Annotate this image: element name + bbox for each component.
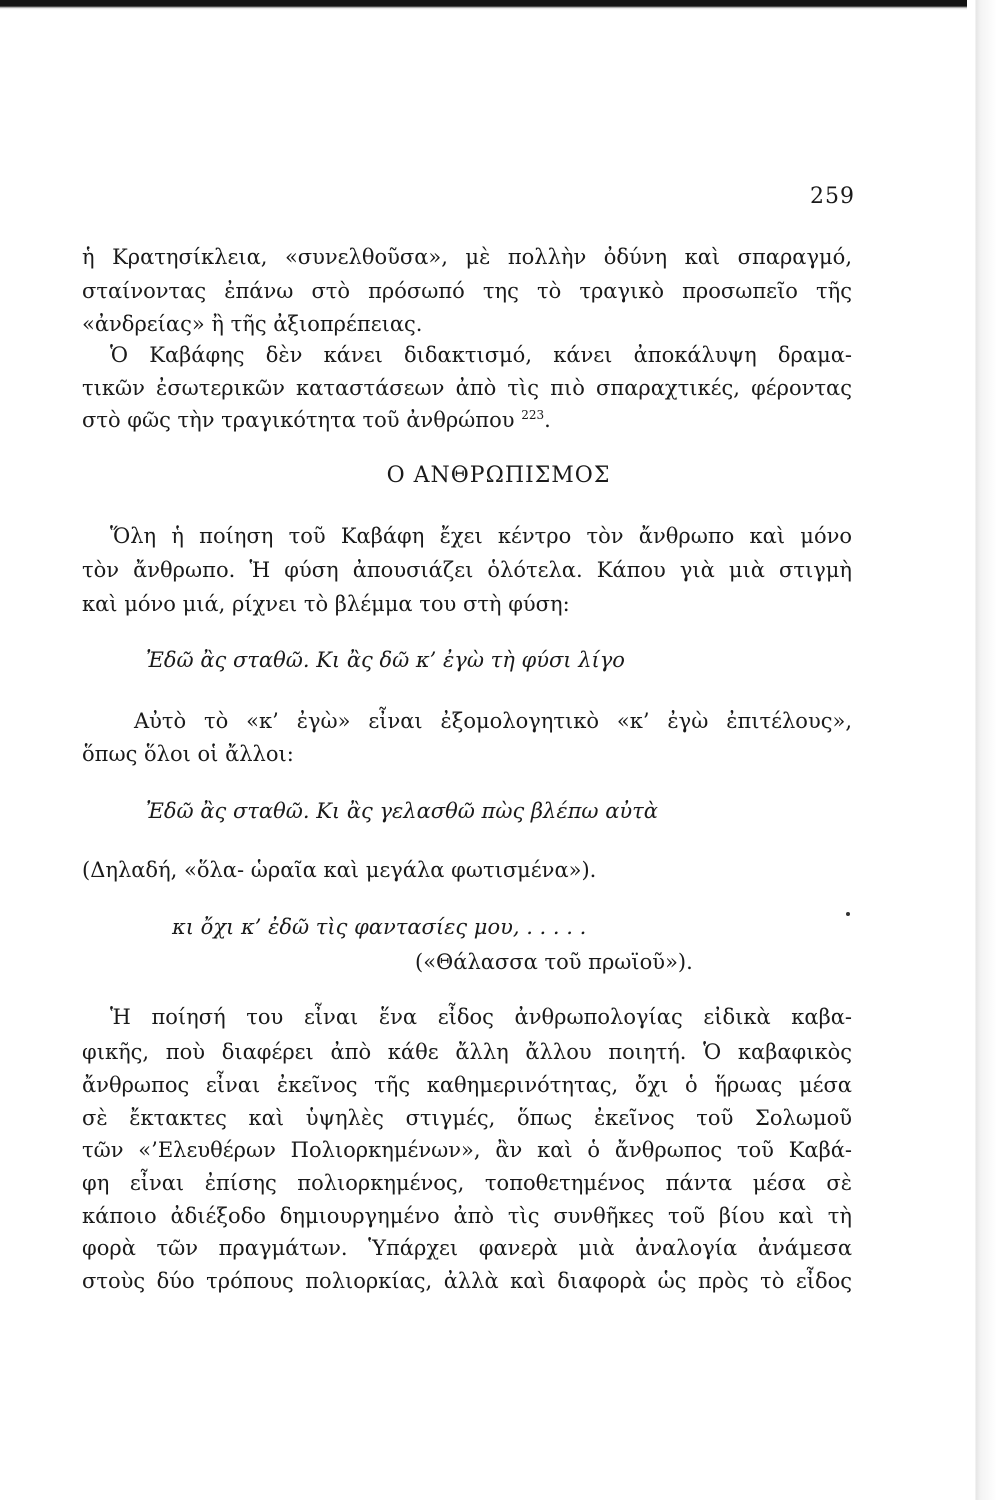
text-line: καὶ μόνο μιά, ρίχνει τὸ βλέμμα του στὴ φύση: bbox=[82, 592, 570, 616]
text-line: ἡ Κρατησίκλεια, «συνελθοῦσα», μὲ πολλὴν ὀδύνη καὶ σπαραγμό, bbox=[82, 245, 852, 269]
text-line: κάποιο ἀδιέξοδο δημιουργημένο ἀπὸ τὶς συνθῆκες τοῦ βίου καὶ τὴ bbox=[82, 1204, 852, 1228]
text-line: Αὐτὸ τὸ «κ’ ἐγὼ» εἶναι ἐξομολογητικὸ «κ’ ἐγὼ ἐπιτέλους», bbox=[134, 709, 852, 733]
text-line: φη εἶναι ἐπίσης πολιορκημένος, τοποθετημένος πάντα μέσα σὲ bbox=[82, 1171, 852, 1195]
stray-mark bbox=[846, 912, 850, 916]
verse-quote-line: κι ὄχι κ’ ἐδῶ τὶς φαντασίες μου, . . . . . bbox=[172, 915, 587, 939]
text-line: σταίνοντας ἐπάνω στὸ πρόσωπό της τὸ τραγικὸ προσωπεῖο τῆς bbox=[82, 279, 852, 303]
text-line-with-footnote bbox=[82, 405, 852, 435]
verse-source: («Θάλασσα τοῦ πρωϊοῦ»). bbox=[415, 950, 693, 974]
footnote-tail: . bbox=[544, 408, 551, 432]
verse-quote-line: Ἐδῶ ἂς σταθῶ. Κι ἂς δῶ κ’ ἐγὼ τὴ φύσι λίγο bbox=[146, 648, 625, 672]
text-line: τῶν «’Ελευθέρων Πολιορκημένων», ἂν καὶ ὁ ἄνθρωπος τοῦ Καβά- bbox=[82, 1138, 852, 1162]
text-line: (Δηλαδή, «ὅλα- ὡραῖα καὶ μεγάλα φωτισμένα»). bbox=[82, 858, 597, 882]
scan-right-edge bbox=[967, 0, 997, 1500]
text-line: Ὅλη ἡ ποίηση τοῦ Καβάφη ἔχει κέντρο τὸν ἄνθρωπο καὶ μόνο bbox=[110, 524, 852, 548]
text-line: Ὁ Καβάφης δὲν κάνει διδακτισμό, κάνει ἀποκάλυψη δραμα- bbox=[110, 343, 852, 367]
verse-quote-line: Ἐδῶ ἂς σταθῶ. Κι ἂς γελασθῶ πὼς βλέπω αὐτὰ bbox=[146, 799, 658, 823]
text-line: φικῆς, ποὺ διαφέρει ἀπὸ κάθε ἄλλη ἄλλου ποιητή. Ὁ καβαφικὸς bbox=[82, 1040, 852, 1064]
text-line: ἄνθρωπος εἶναι ἐκεῖνος τῆς καθημερινότητας, ὄχι ὁ ἥρωας μέσα bbox=[82, 1073, 852, 1097]
section-heading: Ο ΑΝΘΡΩΠΙΣΜΟΣ bbox=[386, 463, 611, 488]
scan-top-border bbox=[0, 0, 997, 10]
page-number: 259 bbox=[810, 184, 855, 209]
text-line: τὸν ἄνθρωπο. Ἡ φύση ἀπουσιάζει ὁλότελα. Κάπου γιὰ μιὰ στιγμὴ bbox=[82, 558, 852, 582]
text-line: στὸ φῶς τὴν τραγικότητα τοῦ ἀνθρώπου bbox=[82, 408, 515, 432]
text-line: Ἡ ποίησή του εἶναι ἕνα εἶδος ἀνθρωπολογίας εἰδικὰ καβα- bbox=[110, 1005, 852, 1029]
text-line: τικῶν ἐσωτερικῶν καταστάσεων ἀπὸ τὶς πιὸ σπαραχτικές, φέροντας bbox=[82, 376, 852, 400]
text-line: σὲ ἔκτακτες καὶ ὑψηλὲς στιγμές, ὅπως ἐκεῖνος τοῦ Σολωμοῦ bbox=[82, 1106, 852, 1130]
footnote-reference: 223 bbox=[521, 408, 545, 422]
text-line: «ἀνδρείας» ἢ τῆς ἀξιοπρέπειας. bbox=[82, 312, 423, 336]
text-line: ὅπως ὅλοι οἱ ἄλλοι: bbox=[82, 742, 294, 766]
text-line: στοὺς δύο τρόπους πολιορκίας, ἀλλὰ καὶ διαφορὰ ὡς πρὸς τὸ εἶδος bbox=[82, 1269, 852, 1293]
text-line: φορὰ τῶν πραγμάτων. Ὑπάρχει φανερὰ μιὰ ἀναλογία ἀνάμεσα bbox=[82, 1236, 852, 1260]
